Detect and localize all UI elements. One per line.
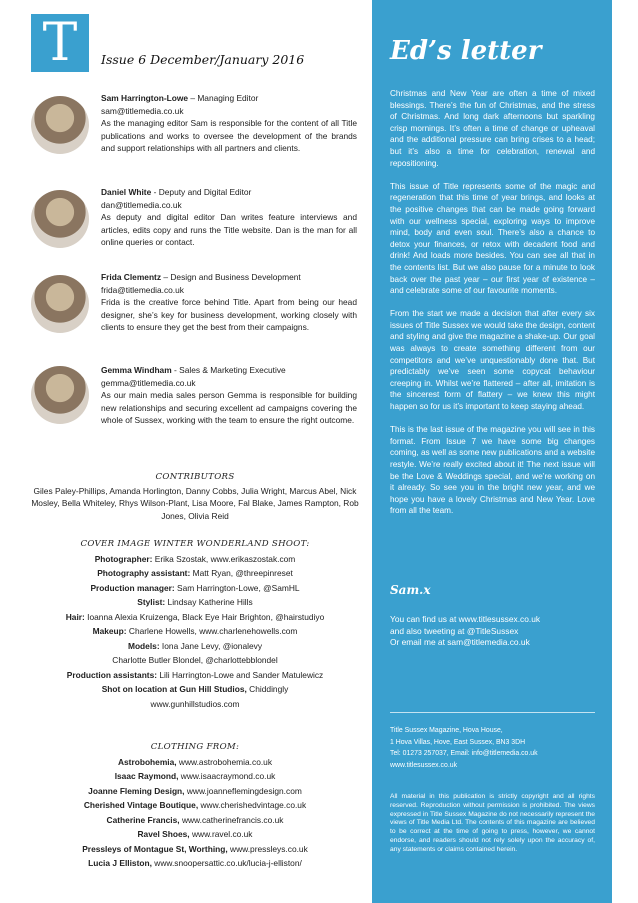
credit-line: Photography assistant: Matt Ryan, @threepinreset: [97, 568, 293, 578]
letter-paragraph: From the start we made a decision that after every six issues of Title Sussex we would take the design, content and styling and give the magazine a shake-up. Our goal was always to create something different from our competitors and we’ve unquestionably done that. But predictably we’ve seen some copycat behaviour creeping in. Whilst we’re flattered – after all, imitation is the sincerest form of flattery – we knew this might happen so for us it’s important to keep staying ahead.: [390, 309, 595, 412]
letter-paragraph: This is the last issue of the magazine you will see in this format. From Issue 7 we have some big changes coming, as well as some new publications and a website restyle. We’re really excited about it! The next issue will be the Love & Weddings special, and we’re working on it already. So see you in the bright new year, and we hope you have a lovely Christmas and New Year. Love from all the team.: [390, 425, 595, 516]
legal-notice: All material in this publication is strictly copyright and all rights reserved. Reproduction without permission is prohibited. The views expressed in Title Sussex Magazine do not necessarily represent the views of Title Media Ltd. The contents of this magazine are believed to be correct at the time of going to press, however, we cannot endorse, and readers should not rely solely upon the accuracy of, any statements or claims contained herein.: [390, 793, 595, 853]
clothing-heading: CLOTHING FROM:: [150, 742, 240, 752]
contact-email: Or email me at sam@titlemedia.co.uk: [390, 637, 530, 648]
credit-line: Production assistants: Lili Harrington-Lowe and Sander Matulewicz: [66, 669, 324, 680]
address-line: Title Sussex Magazine, Hova House,: [390, 727, 503, 734]
credit-line: Hair: Ioanna Alexia Kruizenga, Black Eye Hair Brighton, @hairstudiyo: [65, 611, 325, 622]
publisher-address: [390, 725, 600, 772]
credit-line: Models: Iona Jane Levy, @ionalevy: [127, 640, 263, 651]
credit-line: Production manager: Sam Harrington-Lowe, @SamHL: [90, 582, 300, 593]
staff-role: - Deputy and Digital Editor: [151, 187, 252, 197]
contributors-names: Giles Paley-Phillips, Amanda Horlington, Danny Cobbs, Julia Wright, Marcus Abel, Nick Mosley, Bella Whiteley, Rhys Wilson-Plant, Lisa Moore, Fal Blake, James Rampton, Rob Jones, Olivia Reid: [31, 485, 359, 521]
staff-photo: [31, 190, 89, 248]
staff-role: – Design and Business Development: [161, 272, 301, 282]
contact-website: You can find us at www.titlesussex.co.uk: [390, 614, 541, 624]
letter-paragraph: Christmas and New Year are often a time of mixed blessings. There’s the fun of Christmas, and the stress of Christmas. And long dark afternoons but sparkling crisp mornings. It’s often a time of change or upheaval and the additional pressure can bring crises to a head; but it’s also a time for celebration, renewal and repositioning.: [390, 89, 595, 168]
staff-photo: [31, 275, 89, 333]
signoff: Sam.x: [390, 583, 431, 597]
staff-email: dan@titlemedia.co.uk: [101, 199, 182, 210]
address-line: Tel: 01273 257037, Email: info@titlemedia.co.uk: [390, 750, 538, 758]
contact-info: [390, 614, 600, 649]
credit-line: Joanne Fleming Design, www.joanneflemingdesign.com: [88, 785, 302, 796]
staff-role: - Sales & Marketing Executive: [171, 365, 286, 375]
staff-bio: As deputy and digital editor Dan writes feature interviews and articles, edits copy and runs the Title website. Dan is the man for all online queries or contact.: [101, 212, 357, 247]
credit-line: Shot on location at Gun Hill Studios, Chiddingly: [101, 684, 289, 694]
eds-letter-title: Ed’s letter: [390, 36, 542, 66]
credit-line: Pressleys of Montague St, Worthing, www.pressleys.co.uk: [82, 843, 308, 854]
staff-email: frida@titlemedia.co.uk: [101, 284, 184, 295]
credit-line: Lucia J Elliston, www.snoopersattic.co.uk/lucia-j-elliston/: [88, 858, 302, 868]
credit-line: Charlotte Butler Blondel, @charlottebblondel: [112, 655, 278, 665]
staff-name: Daniel White: [101, 187, 152, 197]
issue-label: Issue 6 December/January 2016: [101, 52, 305, 67]
credit-line: www.gunhillstudios.com: [150, 698, 240, 709]
contributors-heading: CONTRIBUTORS: [155, 472, 235, 482]
staff-photo: [31, 366, 89, 424]
contact-twitter: and also tweeting at @TitleSussex: [390, 625, 519, 636]
cover-shoot-heading: COVER IMAGE WINTER WONDERLAND SHOOT:: [80, 539, 310, 549]
eds-letter-panel: [372, 0, 612, 903]
address-line: 1 Hova Villas, Hove, East Sussex, BN3 3DH: [390, 738, 526, 746]
credit-line: Stylist: Lindsay Katherine Hills: [137, 597, 253, 607]
staff-email: gemma@titlemedia.co.uk: [101, 377, 196, 388]
staff-photo: [31, 96, 89, 154]
clothing-section: [30, 740, 360, 871]
staff-name: Gemma Windham: [101, 365, 172, 375]
staff-bio: Frida is the creative force behind Title. Apart from being our head designer, she’s key for business development, working closely with clients to ensure they get the best from their campaigns.: [101, 297, 357, 332]
staff-name: Frida Clementz: [101, 272, 162, 282]
address-line: www.titlesussex.co.uk: [390, 762, 458, 770]
title-logo: T: [31, 14, 89, 72]
staff-role: – Managing Editor: [188, 93, 259, 103]
cover-shoot-section: [30, 537, 360, 711]
divider: [390, 712, 595, 713]
credit-line: Ravel Shoes, www.ravel.co.uk: [137, 829, 253, 839]
contributors-section: [30, 470, 360, 522]
credit-line: Makeup: Charlene Howells, www.charlenehowells.com: [92, 626, 298, 636]
credit-line: Cherished Vintage Boutique, www.cherishedvintage.co.uk: [83, 800, 307, 810]
staff-email: sam@titlemedia.co.uk: [101, 105, 184, 116]
letter-paragraph: This issue of Title represents some of the magic and regeneration that this time of year brings, and looks at the positive changes that can be made going forward with our wellness special, exploring ways to improve mind, body and even soul. There’s also a chance to detox your finances, or retox with decadent food and drink! And loads more besides. You can see all that in the contents list. But we also pause for a minute to look back over the past year – our first year of existence – and celebrate some of our favourite moments.: [390, 181, 595, 296]
staff-bio: As our main media sales person Gemma is responsible for building new relationships and securing excellent ad campaigns covering the whole of Sussex, working with the team to ensure the right outcome.: [101, 390, 357, 425]
eds-letter-body: [390, 88, 595, 529]
staff-name: Sam Harrington-Lowe: [101, 93, 189, 103]
staff-bio: As the managing editor Sam is responsible for the content of all Title publications and works to oversee the development of the brands and support relationships with all partners and clients.: [101, 118, 357, 153]
credit-line: Astrobohemia, www.astrobohemia.co.uk: [117, 756, 273, 767]
credit-line: Catherine Francis, www.catherinefrancis.co.uk: [106, 814, 284, 825]
credit-line: Isaac Raymond, www.isaacraymond.co.uk: [114, 771, 276, 781]
credit-line: Photographer: Erika Szostak, www.erikaszostak.com: [94, 553, 296, 564]
